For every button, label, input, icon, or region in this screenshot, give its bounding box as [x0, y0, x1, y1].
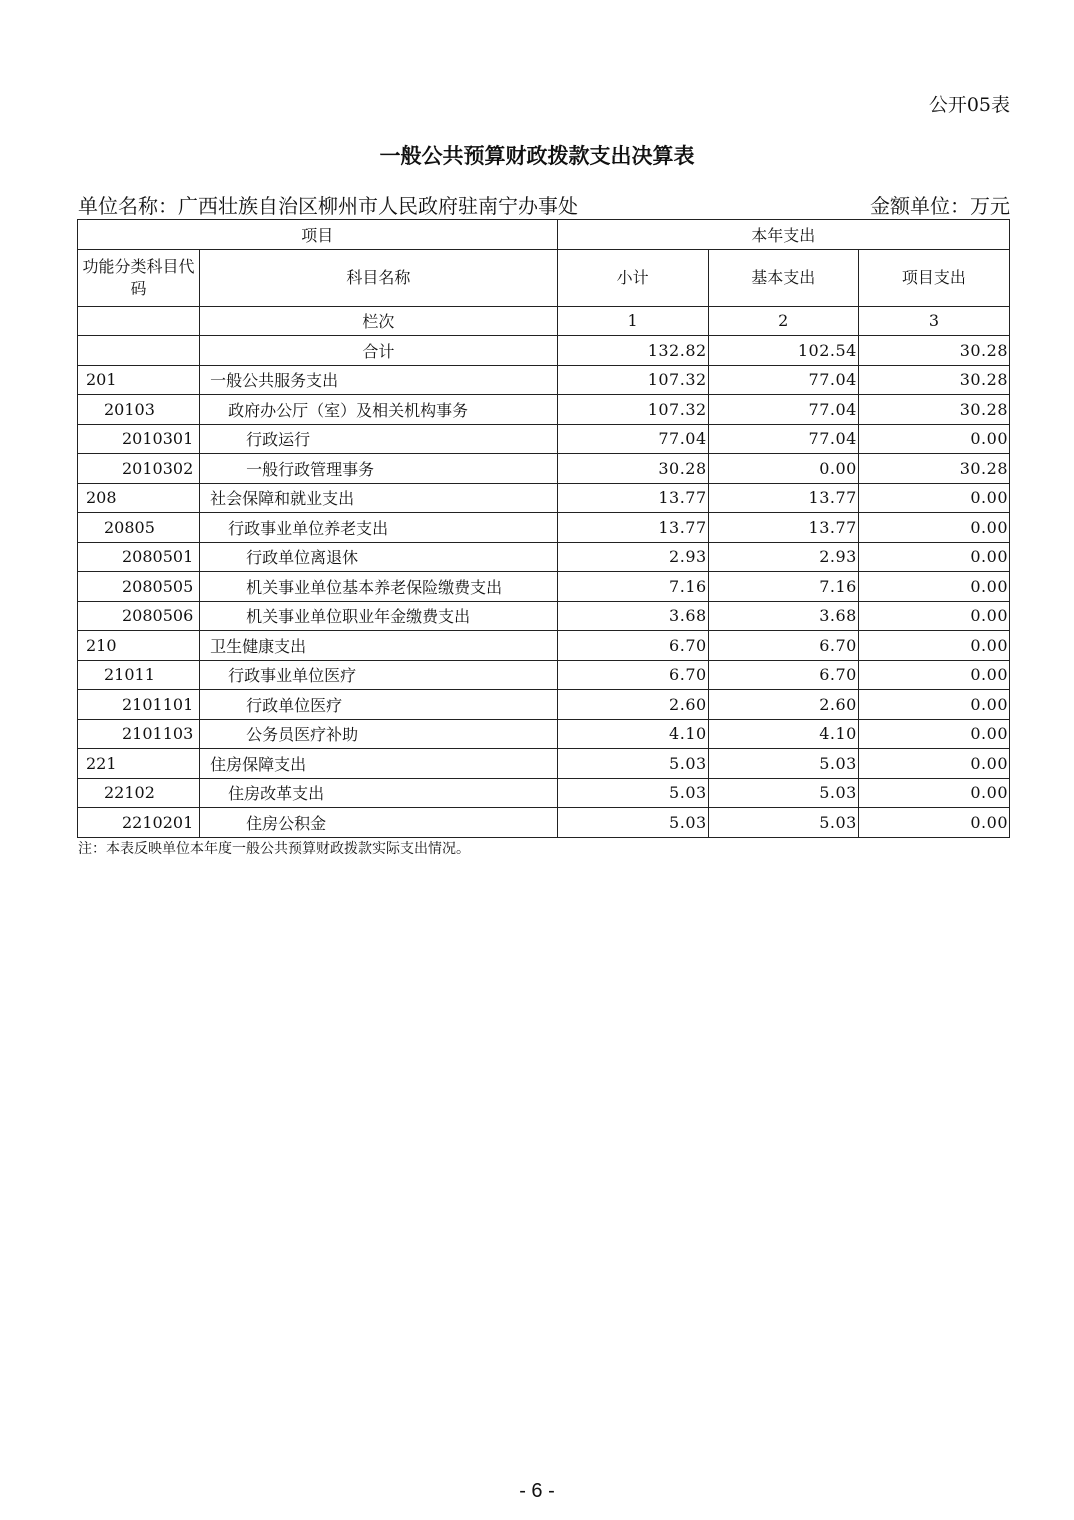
row-basic: 13.77	[708, 483, 858, 513]
row-code: 221	[78, 749, 200, 779]
row-basic: 5.03	[708, 778, 858, 808]
row-basic: 77.04	[708, 424, 858, 454]
page-title: 一般公共预算财政拨款支出决算表	[379, 143, 695, 168]
row-name: 行政单位医疗	[200, 690, 557, 720]
row-project: 0.00	[858, 513, 1009, 543]
row-code: 201	[78, 365, 200, 395]
row-subtotal: 6.70	[557, 631, 708, 661]
table-row	[78, 395, 1010, 425]
table-row	[78, 808, 1010, 838]
table-row	[78, 660, 1010, 690]
row-basic: 6.70	[708, 631, 858, 661]
header-subtotal: 小计	[557, 249, 708, 306]
row-name: 政府办公厅（室）及相关机构事务	[200, 395, 557, 425]
row-code: 2101101	[78, 690, 200, 720]
table-row	[78, 542, 1010, 572]
row-project: 0.00	[858, 660, 1009, 690]
row-name: 行政事业单位养老支出	[200, 513, 557, 543]
amount-unit: 金额单位：万元	[870, 194, 1010, 218]
row-basic: 0.00	[708, 454, 858, 484]
row-basic: 2.93	[708, 542, 858, 572]
row-subtotal: 30.28	[557, 454, 708, 484]
row-subtotal: 107.32	[557, 395, 708, 425]
unit-name: 单位名称：广西壮族自治区柳州市人民政府驻南宁办事处	[78, 194, 578, 218]
row-code: 208	[78, 483, 200, 513]
row-basic: 77.04	[708, 395, 858, 425]
row-basic: 4.10	[708, 719, 858, 749]
table-row	[78, 365, 1010, 395]
row-name: 住房保障支出	[200, 749, 557, 779]
row-basic: 3.68	[708, 601, 858, 631]
row-name: 社会保障和就业支出	[200, 483, 557, 513]
header-project-expenditure: 项目支出	[858, 249, 1009, 306]
column-number-blank	[78, 306, 200, 336]
column-number-2: 2	[708, 306, 858, 336]
column-number-row	[78, 306, 1010, 336]
table-row	[78, 778, 1010, 808]
row-name: 行政运行	[200, 424, 557, 454]
row-subtotal: 5.03	[557, 808, 708, 838]
row-project: 0.00	[858, 778, 1009, 808]
row-code: 2080501	[78, 542, 200, 572]
row-basic: 5.03	[708, 808, 858, 838]
row-subtotal: 6.70	[557, 660, 708, 690]
total-label: 合计	[200, 336, 557, 366]
row-subtotal: 5.03	[557, 778, 708, 808]
row-subtotal: 2.60	[557, 690, 708, 720]
row-project: 30.28	[858, 454, 1009, 484]
row-project: 0.00	[858, 749, 1009, 779]
row-project: 0.00	[858, 808, 1009, 838]
row-basic: 2.60	[708, 690, 858, 720]
table-row	[78, 631, 1010, 661]
row-name: 行政单位离退休	[200, 542, 557, 572]
row-code: 2101103	[78, 719, 200, 749]
table-row	[78, 483, 1010, 513]
table-note: 注：本表反映单位本年度一般公共预算财政拨款实际支出情况。	[78, 841, 470, 857]
table-row	[78, 424, 1010, 454]
row-code: 22102	[78, 778, 200, 808]
row-project: 0.00	[858, 424, 1009, 454]
row-project: 0.00	[858, 631, 1009, 661]
row-code: 2080506	[78, 601, 200, 631]
header-code: 功能分类科目代码	[78, 249, 200, 306]
row-name: 机关事业单位职业年金缴费支出	[200, 601, 557, 631]
total-blank	[78, 336, 200, 366]
row-name: 行政事业单位医疗	[200, 660, 557, 690]
header-basic: 基本支出	[708, 249, 858, 306]
row-subtotal: 77.04	[557, 424, 708, 454]
row-basic: 6.70	[708, 660, 858, 690]
row-name: 住房公积金	[200, 808, 557, 838]
row-basic: 13.77	[708, 513, 858, 543]
total-project: 30.28	[858, 336, 1009, 366]
row-subtotal: 107.32	[557, 365, 708, 395]
header-row-2	[78, 249, 1010, 306]
row-name: 一般行政管理事务	[200, 454, 557, 484]
row-basic: 5.03	[708, 749, 858, 779]
row-code: 2010301	[78, 424, 200, 454]
row-name: 公务员医疗补助	[200, 719, 557, 749]
page-number: - 6 -	[519, 1480, 555, 1502]
column-number-3: 3	[858, 306, 1009, 336]
table-row	[78, 601, 1010, 631]
row-subtotal: 7.16	[557, 572, 708, 602]
table-row	[78, 719, 1010, 749]
row-project: 30.28	[858, 395, 1009, 425]
row-subtotal: 5.03	[557, 749, 708, 779]
table-row	[78, 513, 1010, 543]
row-code: 20805	[78, 513, 200, 543]
row-project: 0.00	[858, 542, 1009, 572]
row-code: 2210201	[78, 808, 200, 838]
row-name: 机关事业单位基本养老保险缴费支出	[200, 572, 557, 602]
row-code: 21011	[78, 660, 200, 690]
column-number-1: 1	[557, 306, 708, 336]
row-project: 0.00	[858, 483, 1009, 513]
form-number: 公开05表	[928, 94, 1010, 116]
total-row	[78, 336, 1010, 366]
table-row	[78, 454, 1010, 484]
row-basic: 77.04	[708, 365, 858, 395]
row-subtotal: 13.77	[557, 513, 708, 543]
row-subtotal: 13.77	[557, 483, 708, 513]
row-project: 0.00	[858, 719, 1009, 749]
column-number-label: 栏次	[200, 306, 557, 336]
table-row	[78, 749, 1010, 779]
header-name: 科目名称	[200, 249, 557, 306]
row-project: 0.00	[858, 601, 1009, 631]
header-current-year: 本年支出	[557, 220, 1009, 250]
row-subtotal: 2.93	[557, 542, 708, 572]
row-code: 20103	[78, 395, 200, 425]
row-subtotal: 3.68	[557, 601, 708, 631]
row-name: 住房改革支出	[200, 778, 557, 808]
row-project: 0.00	[858, 572, 1009, 602]
row-project: 30.28	[858, 365, 1009, 395]
header-row-1	[78, 220, 1010, 250]
total-subtotal: 132.82	[557, 336, 708, 366]
row-code: 2010302	[78, 454, 200, 484]
row-project: 0.00	[858, 690, 1009, 720]
row-name: 一般公共服务支出	[200, 365, 557, 395]
table-row	[78, 690, 1010, 720]
row-subtotal: 4.10	[557, 719, 708, 749]
header-project: 项目	[78, 220, 558, 250]
row-code: 210	[78, 631, 200, 661]
row-basic: 7.16	[708, 572, 858, 602]
table-row	[78, 572, 1010, 602]
total-basic: 102.54	[708, 336, 858, 366]
expenditure-table	[77, 219, 1010, 838]
row-code: 2080505	[78, 572, 200, 602]
row-name: 卫生健康支出	[200, 631, 557, 661]
